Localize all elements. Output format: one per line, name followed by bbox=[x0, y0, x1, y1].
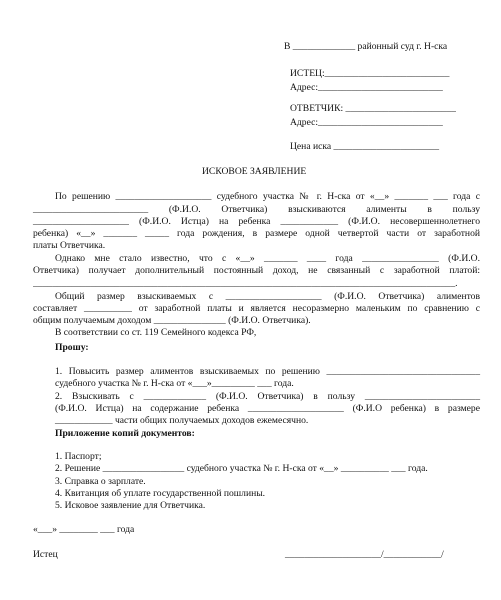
attachment-item: 1. Паспорт; bbox=[55, 451, 102, 462]
date-line: «___» ________ ___ года bbox=[33, 524, 135, 535]
paragraph-line: составляет __________ от заработной платы и является несоразмерно маленьким по сравнению с bbox=[33, 303, 480, 314]
request-item-1-cont: судебного участка № г. Н-ска от «___»_________ ___ года. bbox=[55, 378, 294, 389]
claim-price: Цена иска ______________________ bbox=[290, 141, 440, 152]
document-title: ИСКОВОЕ ЗАЯВЛЕНИЕ bbox=[202, 166, 307, 177]
request-item-2: 2. Взыскивать с _____________ (Ф.И.О. Ответчика) в пользу ________________________ bbox=[55, 391, 480, 402]
request-heading: Прошу: bbox=[55, 342, 89, 353]
attachment-item: 5. Исковое заявление для Ответчика. bbox=[55, 500, 206, 511]
paragraph-line: ребенка) «__» _______ _____ года рождения, в размере одной четвертой части от заработной bbox=[33, 228, 480, 239]
defendant-label: ОТВЕТЧИК: _______________________ bbox=[290, 103, 456, 114]
plaintiff-label: ИСТЕЦ:__________________________ bbox=[290, 68, 450, 79]
paragraph-line: Ответчика) получает дополнительный постоянный доход, не связанный с заработной платой: bbox=[33, 265, 480, 276]
paragraph-line: ________________________ (Ф.И.О. Ответчика) взыскиваются алименты в пользу bbox=[33, 204, 480, 215]
signature-label: Истец bbox=[33, 549, 58, 560]
paragraph-line: Однако мне стало известно, что с «__» _______ ____ года ________________ (Ф.И.О. bbox=[55, 253, 480, 264]
plaintiff-address: Адрес:__________________________ bbox=[290, 82, 443, 93]
request-item-2-cont: ____________ части общих получаемых доходов ежемесячно. bbox=[55, 415, 309, 426]
court-line: В _____________ районный суд г. Н-ска bbox=[284, 41, 448, 52]
paragraph-line: ____________________ (Ф.И.О. Истца) на ребенка ____________ (Ф.И.О. несовершеннолетнего bbox=[33, 216, 480, 227]
paragraph-line: общим получаемым доходом _______________ (Ф.И.О. Ответчика). bbox=[33, 315, 311, 326]
attachment-item: 4. Квитанция об уплате государственной пошлины. bbox=[55, 488, 266, 499]
legal-basis-line: В соответствии со ст. 119 Семейного кодекса РФ, bbox=[55, 327, 257, 338]
paragraph-line: По решению ____________________ судебного участка № г. Н-ска от «__» _______ ___ года с bbox=[55, 191, 480, 202]
attachment-item: 2. Решение _________________ судебного участка № г. Н-ска от «__» __________ ___ года. bbox=[55, 463, 428, 474]
paragraph-line: платы Ответчика. bbox=[33, 240, 106, 251]
attachments-heading: Приложение копий документов: bbox=[55, 428, 195, 439]
request-item-2-cont: (Ф.И.О. Истца) на содержание ребенка ____________________ (Ф.И.О ребенка) в размере bbox=[55, 403, 480, 414]
request-item-1: 1. Повысить размер алиментов взыскиваемых по решению ________________________________ bbox=[55, 366, 480, 377]
attachment-item: 3. Справка о зарплате. bbox=[55, 476, 146, 487]
defendant-address: Адрес:__________________________ bbox=[290, 117, 443, 128]
paragraph-line: Общий размер взыскиваемых с ____________________ (Ф.И.О. Ответчика) алиментов bbox=[55, 291, 480, 302]
signature-line: ____________________/____________/ bbox=[285, 549, 444, 560]
income-blank-line: ________________________________________________________________________________________. bbox=[33, 278, 458, 289]
